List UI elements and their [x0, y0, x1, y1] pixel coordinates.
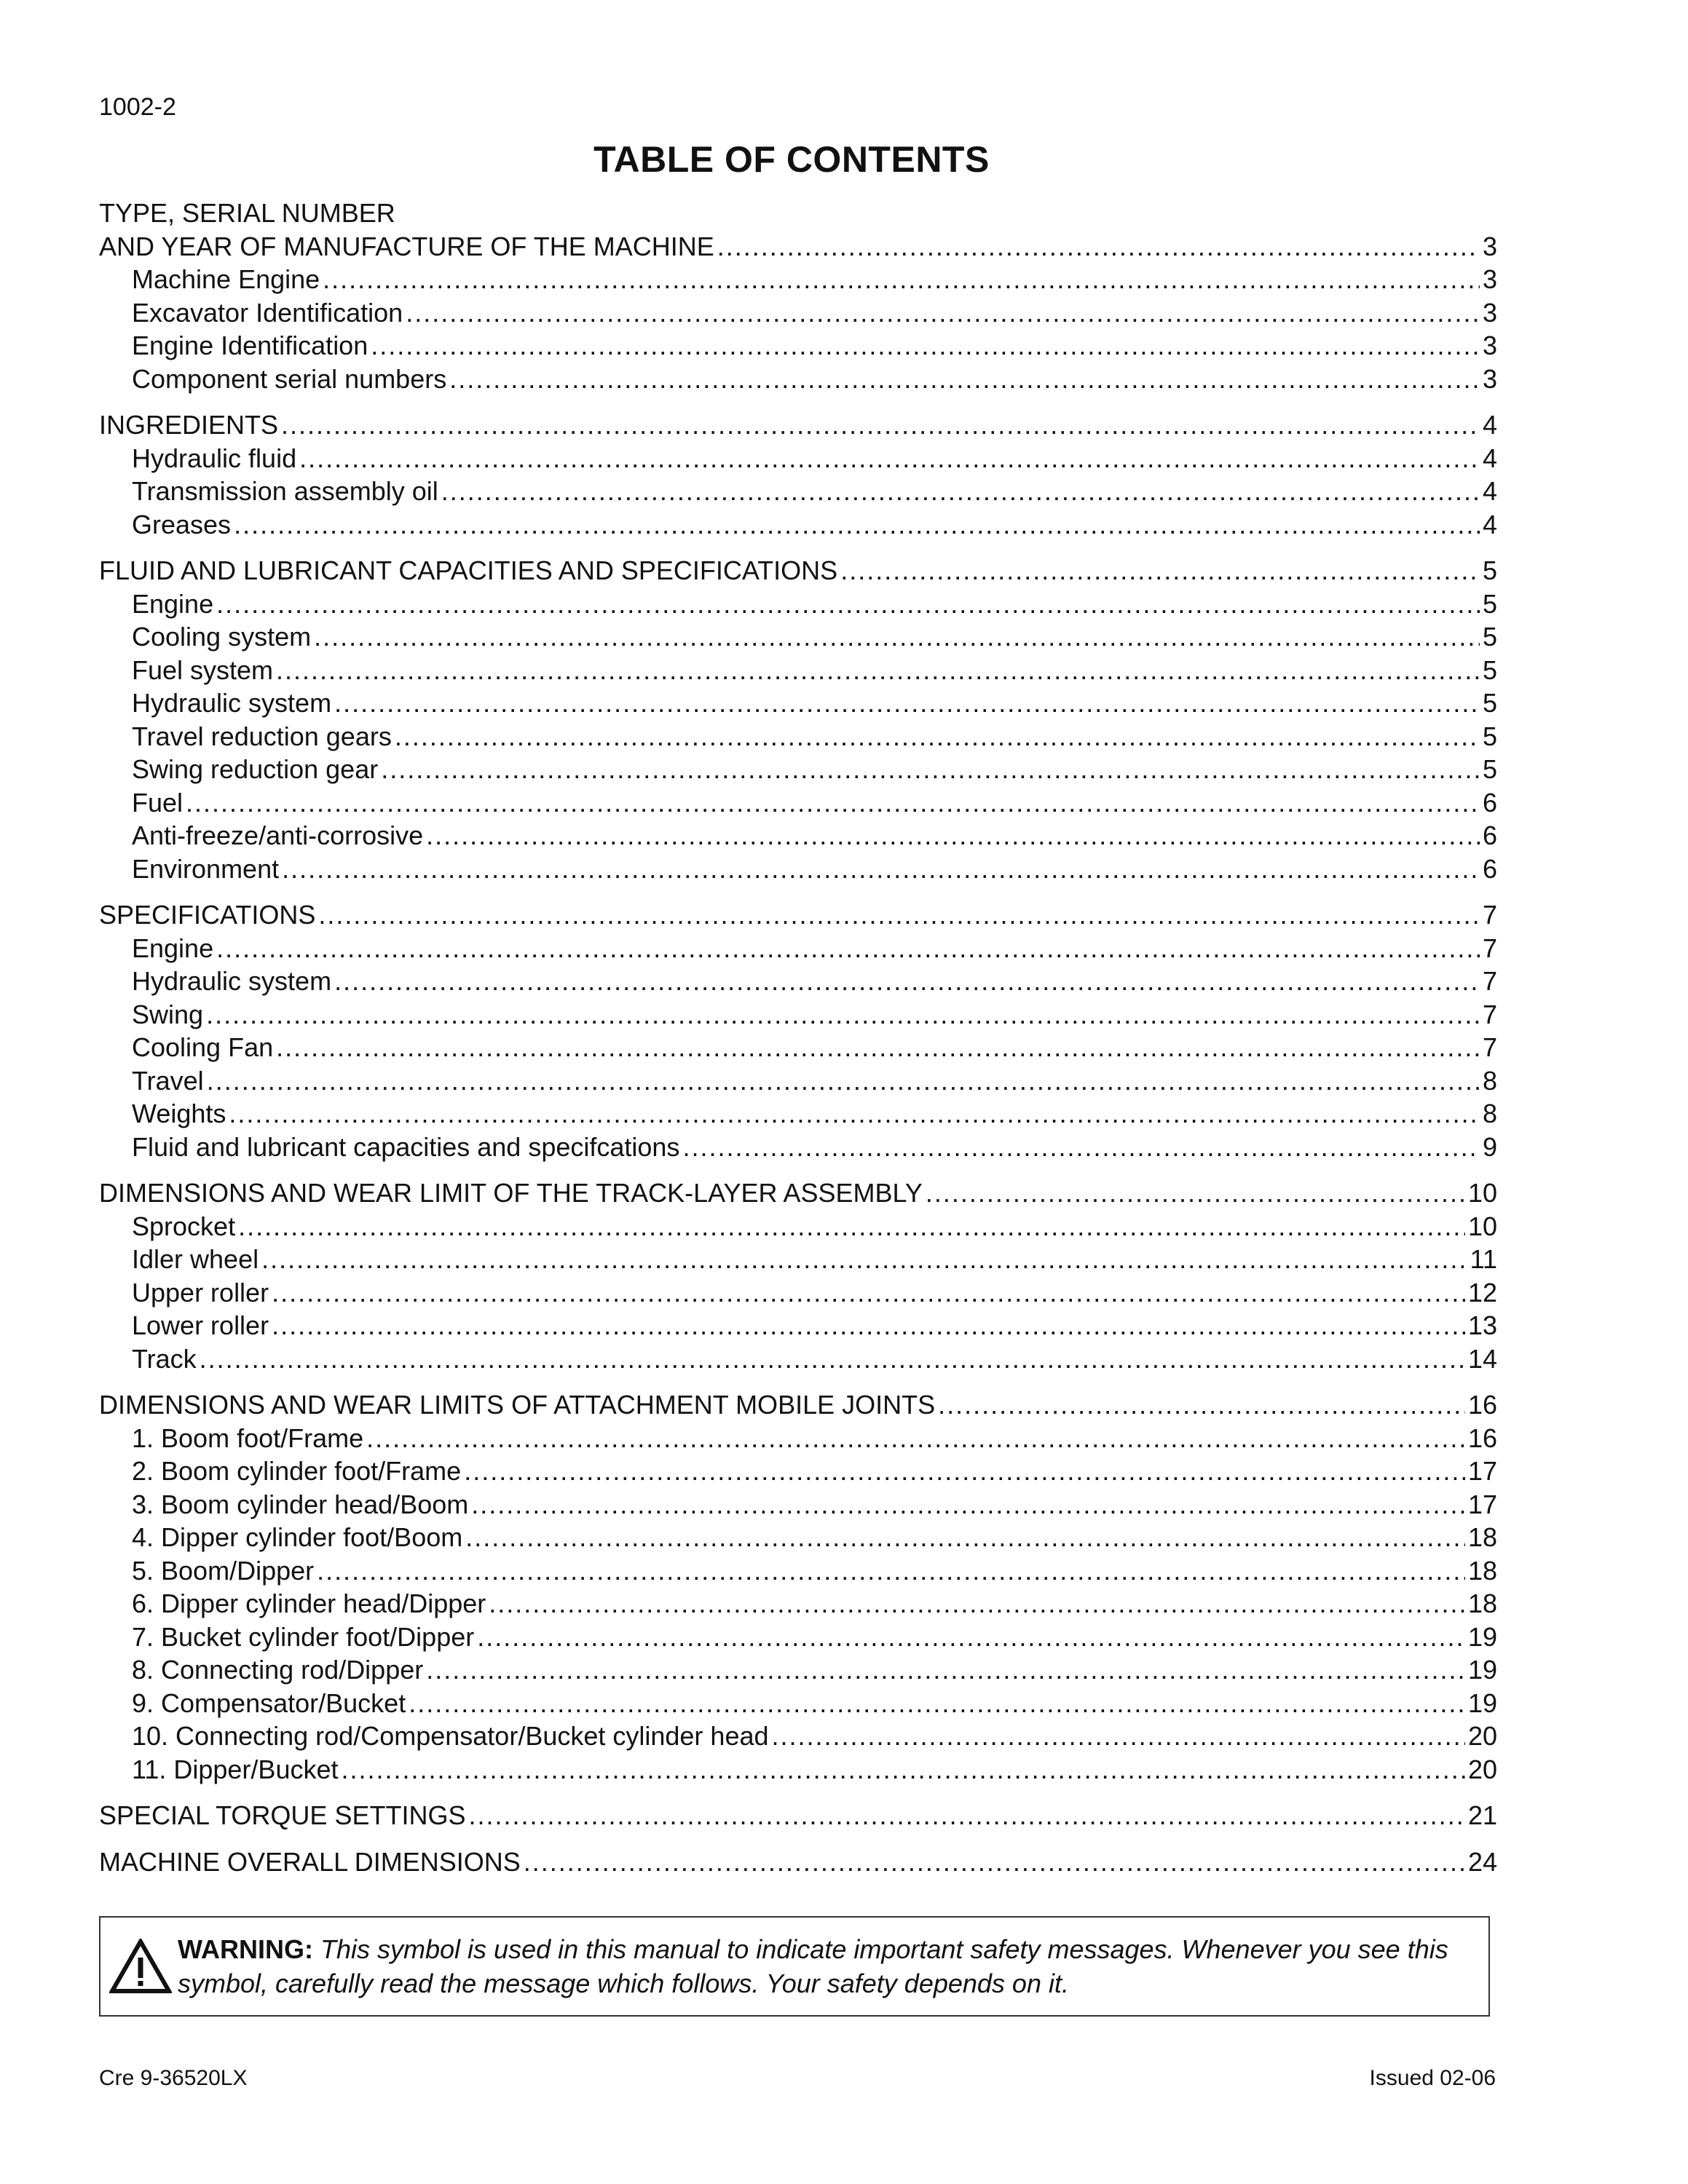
page-number: 1002-2 — [99, 93, 176, 121]
toc-entry-label: Travel — [132, 1065, 204, 1096]
dot-leader — [272, 1276, 1465, 1310]
toc-subentry — [99, 654, 1497, 687]
toc-subentry — [99, 587, 1497, 621]
warning-box — [99, 1916, 1490, 2017]
dot-leader — [200, 1342, 1465, 1376]
dot-leader — [272, 1309, 1465, 1342]
toc-entry-label: Upper roller — [132, 1277, 269, 1307]
dot-leader — [276, 654, 1480, 687]
toc-subentry — [99, 1243, 1497, 1276]
dot-leader — [334, 687, 1480, 720]
toc-entry-label: Track — [132, 1343, 197, 1374]
toc-entry-label: Cooling system — [132, 622, 312, 652]
toc-entry-label: 4. Dipper cylinder foot/Boom — [132, 1522, 463, 1552]
toc-entry-label: Engine Identification — [132, 331, 368, 360]
toc-subentry — [99, 1488, 1497, 1522]
toc-subentry — [99, 1554, 1497, 1588]
dot-leader — [409, 1687, 1465, 1720]
toc-subentry — [99, 1621, 1497, 1654]
toc-page-number: 7 — [1482, 1032, 1497, 1062]
dot-leader — [938, 1388, 1465, 1422]
dot-leader — [406, 296, 1480, 330]
dot-leader — [426, 1653, 1465, 1687]
dot-leader — [371, 329, 1480, 363]
dot-leader — [186, 786, 1480, 820]
toc-subentry — [99, 1342, 1497, 1376]
toc-entry-label: Engine — [132, 588, 214, 619]
dot-leader — [524, 1845, 1465, 1879]
toc-entry-label: Anti-freeze/anti-corrosive — [132, 820, 424, 850]
toc-page-number: 4 — [1482, 509, 1497, 539]
toc-page-number: 3 — [1482, 363, 1497, 394]
toc-entry-label: 5. Boom/Dipper — [132, 1555, 315, 1586]
toc-entry — [99, 408, 1497, 442]
toc-subentry — [99, 1210, 1497, 1243]
dot-leader — [317, 1554, 1465, 1588]
toc-page-number: 3 — [1482, 231, 1497, 261]
dot-leader — [366, 1422, 1465, 1455]
footer-document-code: Cre 9-36520LX — [99, 2066, 248, 2090]
toc-page-number: 18 — [1467, 1555, 1497, 1586]
toc-entry-label: Hydraulic system — [132, 688, 332, 718]
toc-entry-label: FLUID AND LUBRICANT CAPACITIES AND SPECIFICATIONS — [99, 555, 838, 585]
dot-leader — [395, 720, 1480, 753]
toc-subentry — [99, 263, 1497, 296]
toc-entry-label: 10. Connecting rod/Compensator/Bucket cylinder head — [132, 1721, 769, 1751]
toc-entry-label: Excavator Identification — [132, 297, 403, 328]
toc-subentry — [99, 819, 1497, 852]
toc-page-number: 10 — [1467, 1211, 1497, 1241]
toc-subentry — [99, 329, 1497, 363]
toc-subentry — [99, 687, 1497, 720]
toc-page-number: 18 — [1467, 1588, 1497, 1618]
toc-subentry — [99, 1309, 1497, 1342]
toc-entry-label: AND YEAR OF MANUFACTURE OF THE MACHINE — [99, 231, 714, 261]
toc-subentry — [99, 1687, 1497, 1720]
toc-page-number: 5 — [1482, 622, 1497, 652]
toc-page-number: 16 — [1467, 1423, 1497, 1453]
dot-leader — [318, 898, 1480, 932]
dot-leader — [216, 932, 1480, 965]
toc-section — [99, 408, 1497, 541]
toc-subentry — [99, 296, 1497, 330]
toc-page-number: 21 — [1467, 1800, 1497, 1830]
toc-entry-label: Fluid and lubricant capacities and specifcations — [132, 1131, 680, 1162]
toc-page-number: 3 — [1482, 297, 1497, 328]
toc-page-number: 10 — [1467, 1178, 1497, 1208]
dot-leader — [471, 1488, 1465, 1522]
toc-section — [99, 1799, 1497, 1832]
toc-entry — [99, 1176, 1497, 1210]
toc-entry-label: 8. Connecting rod/Dipper — [132, 1655, 424, 1685]
warning-message: This symbol is used in this manual to indicate important safety messages. Whenever you see this symbol, carefully read the message which follows. Your safety depends on it. — [178, 1934, 1448, 1998]
toc-page-number: 9 — [1482, 1131, 1497, 1162]
toc-subentry — [99, 720, 1497, 753]
toc-page-number: 20 — [1467, 1721, 1497, 1751]
toc-subentry — [99, 1276, 1497, 1310]
toc-subentry — [99, 1031, 1497, 1064]
dot-leader — [323, 263, 1480, 296]
toc-entry-label: 9. Compensator/Bucket — [132, 1688, 406, 1718]
toc-page-number: 6 — [1482, 787, 1497, 818]
toc-subentry — [99, 852, 1497, 886]
toc-subentry — [99, 363, 1497, 396]
toc-entry-label: SPECIFICATIONS — [99, 900, 316, 930]
toc-subentry — [99, 1521, 1497, 1554]
toc-entry — [99, 1799, 1497, 1832]
dot-leader — [341, 1753, 1464, 1787]
toc-entry-label: SPECIAL TORQUE SETTINGS — [99, 1800, 466, 1830]
toc-page-number: 5 — [1482, 588, 1497, 619]
toc-subentry — [99, 1753, 1497, 1787]
toc-entry-label: Swing — [132, 999, 204, 1029]
warning-triangle-icon — [109, 1939, 172, 1994]
toc-subentry — [99, 753, 1497, 786]
dot-leader — [477, 1621, 1465, 1654]
toc-subentry — [99, 1587, 1497, 1621]
toc-entry-label: 3. Boom cylinder head/Boom — [132, 1489, 469, 1519]
toc-page-number: 5 — [1482, 555, 1497, 585]
dot-leader — [717, 230, 1480, 264]
toc-page-number: 4 — [1482, 476, 1497, 506]
toc-section — [99, 197, 1497, 395]
toc-subentry — [99, 786, 1497, 820]
toc-page-number: 7 — [1482, 966, 1497, 996]
toc-entry-label: Hydraulic fluid — [132, 443, 297, 473]
toc-entry-label: INGREDIENTS — [99, 410, 279, 440]
toc-section — [99, 1845, 1497, 1879]
toc-section — [99, 1388, 1497, 1786]
dot-leader — [465, 1521, 1465, 1554]
toc-page-number: 17 — [1467, 1456, 1497, 1486]
dot-leader — [238, 1210, 1465, 1243]
dot-leader — [234, 508, 1480, 542]
toc-page-number: 20 — [1467, 1754, 1497, 1784]
dot-leader — [381, 753, 1480, 786]
toc-page-number: 3 — [1482, 331, 1497, 360]
toc-subentry — [99, 1653, 1497, 1687]
dot-leader — [489, 1587, 1465, 1621]
toc-entry — [99, 230, 1497, 264]
toc-subentry — [99, 1131, 1497, 1164]
toc-entry-label: Lower roller — [132, 1310, 269, 1340]
dot-leader — [281, 408, 1480, 442]
toc-entry-label: Idler wheel — [132, 1244, 259, 1274]
dot-leader — [772, 1720, 1465, 1753]
toc-subentry — [99, 965, 1497, 998]
dot-leader — [926, 1176, 1465, 1210]
toc-entry-label: TYPE, SERIAL NUMBER — [99, 198, 395, 228]
toc-page-number: 16 — [1467, 1390, 1497, 1420]
toc-subentry — [99, 1064, 1497, 1098]
toc-subentry — [99, 1720, 1497, 1753]
warning-label: WARNING: — [178, 1934, 313, 1964]
toc-subentry — [99, 1455, 1497, 1488]
dot-leader — [468, 1799, 1464, 1832]
toc-subentry — [99, 442, 1497, 475]
toc-subentry — [99, 508, 1497, 542]
toc-page-number: 7 — [1482, 999, 1497, 1029]
dot-leader — [229, 1097, 1480, 1131]
dot-leader — [216, 587, 1480, 621]
toc-page-number: 3 — [1482, 264, 1497, 294]
toc-entry — [99, 554, 1497, 587]
dot-leader — [282, 852, 1480, 886]
toc-page-number: 12 — [1467, 1277, 1497, 1307]
toc-subentry — [99, 1097, 1497, 1131]
toc-page-number: 19 — [1467, 1688, 1497, 1718]
toc-entry-label: Engine — [132, 933, 214, 963]
toc-page-number: 19 — [1467, 1655, 1497, 1685]
toc-entry-label: Fuel — [132, 787, 184, 818]
toc-entry-label: 11. Dipper/Bucket — [132, 1754, 339, 1784]
toc-page-number: 14 — [1467, 1343, 1497, 1374]
toc-page-number: 5 — [1482, 654, 1497, 685]
toc-entry-label: Weights — [132, 1099, 226, 1128]
toc-entry-label: 7. Bucket cylinder foot/Dipper — [132, 1621, 475, 1652]
toc-page-number: 5 — [1482, 721, 1497, 751]
toc-section — [99, 898, 1497, 1163]
toc-page-number: 6 — [1482, 820, 1497, 850]
toc-entry-label: MACHINE OVERALL DIMENSIONS — [99, 1846, 521, 1877]
dot-leader — [840, 554, 1480, 587]
dot-leader — [314, 620, 1480, 654]
toc-entry-label: Component serial numbers — [132, 363, 447, 394]
toc-entry-label: Fuel system — [132, 654, 274, 685]
toc-entry-label: Hydraulic system — [132, 966, 332, 996]
toc-page-number: 24 — [1467, 1846, 1497, 1877]
toc-page-number: 13 — [1467, 1310, 1497, 1340]
dot-leader — [449, 363, 1480, 396]
dot-leader — [334, 965, 1480, 998]
dot-leader — [299, 442, 1480, 475]
toc-subentry — [99, 1422, 1497, 1455]
toc-subentry — [99, 475, 1497, 508]
toc-page-number: 18 — [1467, 1522, 1497, 1552]
toc-entry-label: DIMENSIONS AND WEAR LIMIT OF THE TRACK-LAYER ASSEMBLY — [99, 1178, 923, 1208]
page-title: TABLE OF CONTENTS — [593, 139, 990, 180]
table-of-contents — [99, 197, 1497, 1891]
toc-entry-label: 2. Boom cylinder foot/Frame — [132, 1456, 462, 1486]
toc-entry-label: Environment — [132, 853, 280, 884]
toc-entry-label: Sprocket — [132, 1211, 236, 1241]
toc-page-number: 8 — [1482, 1065, 1497, 1096]
toc-entry-label: Travel reduction gears — [132, 721, 392, 751]
toc-entry — [99, 1845, 1497, 1879]
toc-page-number: 19 — [1467, 1621, 1497, 1652]
toc-page-number: 4 — [1482, 410, 1497, 440]
dot-leader — [207, 1064, 1480, 1098]
toc-entry-label: Transmission assembly oil — [132, 476, 438, 506]
dot-leader — [464, 1455, 1465, 1488]
toc-entry-label: 1. Boom foot/Frame — [132, 1423, 364, 1453]
toc-page-number: 17 — [1467, 1489, 1497, 1519]
toc-entry-label: DIMENSIONS AND WEAR LIMITS OF ATTACHMENT MOBILE JOINTS — [99, 1390, 936, 1420]
dot-leader — [261, 1243, 1467, 1276]
toc-page-number: 6 — [1482, 853, 1497, 884]
toc-entry-label: Greases — [132, 509, 232, 539]
toc-entry — [99, 898, 1497, 932]
toc-page-number: 4 — [1482, 443, 1497, 473]
toc-entry-label: 6. Dipper cylinder head/Dipper — [132, 1588, 486, 1618]
toc-entry-label: Machine Engine — [132, 264, 320, 294]
dot-leader — [441, 475, 1480, 508]
dot-leader — [276, 1031, 1480, 1064]
toc-entry-heading — [99, 197, 1497, 230]
footer-issue-date: Issued 02-06 — [1369, 2066, 1496, 2090]
toc-subentry — [99, 620, 1497, 654]
toc-page-number: 5 — [1482, 688, 1497, 718]
dot-leader — [682, 1131, 1480, 1164]
toc-section — [99, 554, 1497, 885]
warning-text — [178, 1932, 1488, 2001]
toc-page-number: 7 — [1482, 933, 1497, 963]
toc-entry — [99, 1388, 1497, 1422]
toc-page-number: 5 — [1482, 754, 1497, 784]
toc-subentry — [99, 932, 1497, 965]
toc-page-number: 7 — [1482, 900, 1497, 930]
toc-section — [99, 1176, 1497, 1375]
dot-leader — [206, 998, 1480, 1032]
toc-page-number: 8 — [1482, 1099, 1497, 1128]
toc-page-number: 11 — [1470, 1244, 1497, 1274]
toc-entry-label: Swing reduction gear — [132, 754, 379, 784]
toc-entry-label: Cooling Fan — [132, 1032, 274, 1062]
dot-leader — [426, 819, 1480, 852]
toc-subentry — [99, 998, 1497, 1032]
